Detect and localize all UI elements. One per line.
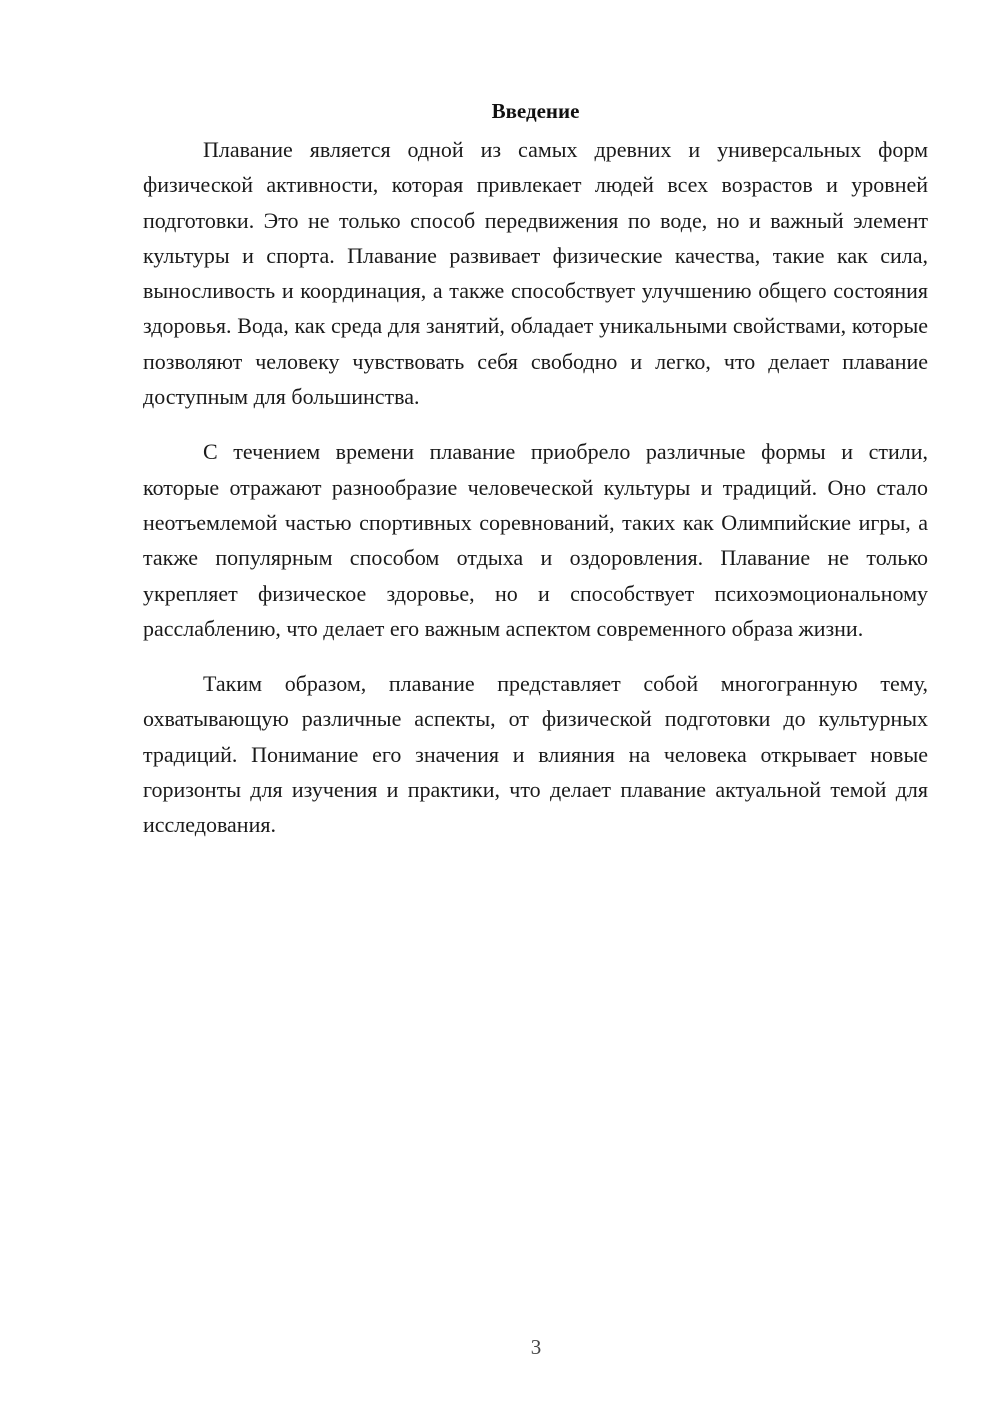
paragraph-1: Плавание является одной из самых древних и универсальных форм физической активности, которая привлекает людей всех возрастов и уровней подготовки. Это не только способ передвижения по воде, но и важный элемент культуры и спорта. Плавание развивает физические качества, такие как сила, выносливость и координация, а также способствует улучшению общего состояния здоровья. Вода, как среда для занятий, обладает уникальными свойствами, которые позволяют человеку чувствовать себя свободно и легко, что делает плавание доступным для большинства.	[143, 137, 928, 410]
paragraph-3: Таким образом, плавание представляет собой многогранную тему, охватывающую различные аспекты, от физической подготовки до культурных традиций. Понимание его значения и влияния на человека открывает новые горизонты для изучения и практики, что делает плавание актуальной темой для исследования.	[143, 671, 928, 838]
page-content	[143, 96, 928, 863]
paragraph-2: С течением времени плавание приобрело различные формы и стили, которые отражают разнообразие человеческой культуры и традиций. Оно стало неотъемлемой частью спортивных соревнований, таких как Олимпийские игры, а также популярным способом отдыха и оздоровления. Плавание не только укрепляет физическое здоровье, но и способствует психоэмоциональному расслаблению, что делает его важным аспектом современного образа жизни.	[143, 439, 928, 641]
section-title: Введение	[491, 99, 580, 123]
page-number: 3	[530, 1335, 542, 1359]
